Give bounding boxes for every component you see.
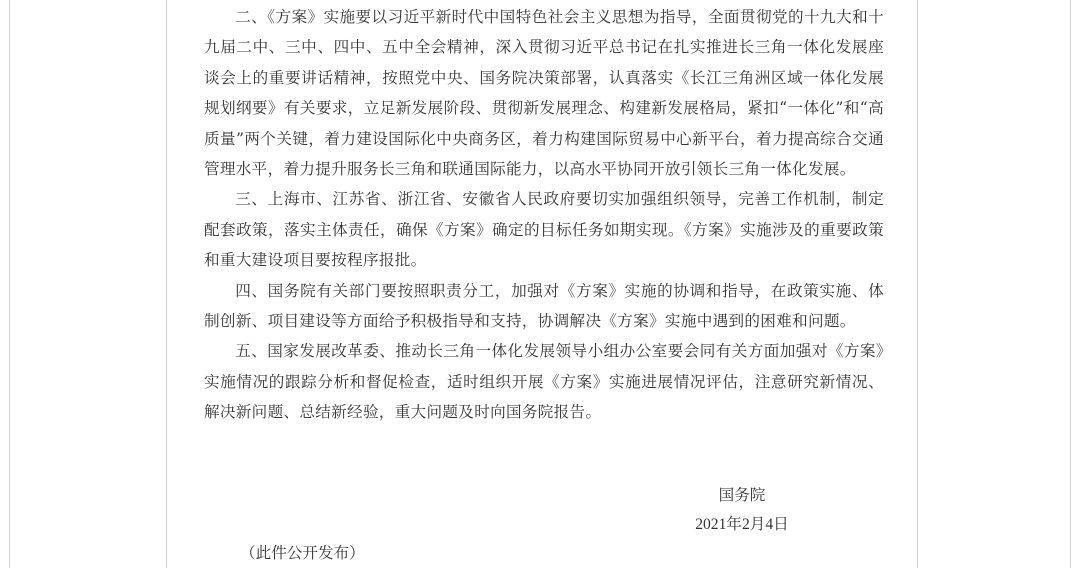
paragraph-4: 四、国务院有关部门要按照职责分工，加强对《方案》实施的协调和指导，在政策实施、体制创新、项目建设等方面给予积极指导和支持，协调解决《方案》实施中遇到的困难和问题。: [204, 281, 884, 331]
signature-organization: 国务院: [718, 486, 766, 504]
signature-date: 2021年2月4日: [695, 516, 789, 534]
paragraph-3: 三、上海市、江苏省、浙江省、安徽省人民政府要切实加强组织领导，完善工作机制，制定配套政策，落实主体责任，确保《方案》确定的目标任务如期实现。《方案》实施涉及的重要政策和重大建设项目要按程序报批。: [204, 190, 884, 270]
paragraph-2: 二、《方案》实施要以习近平新时代中国特色社会主义思想为指导，全面贯彻党的十九大和十九届二中、三中、四中、五中全会精神，深入贯彻习近平总书记在扎实推进长三角一体化发展座谈会上的重要讲话精神，按照党中央、国务院决策部署，认真落实《长江三角洲区域一体化发展规划纲要》有关要求，立足新发展阶段、贯彻新发展理念、构建新发展格局，紧扣“一体化”和“高质量”两个关键，着力建设国际化中央商务区，着力构建国际贸易中心新平台，着力提高综合交通管理水平，着力提升服务长三角和联通国际能力，以高水平协同开放引领长三角一体化发展。: [204, 8, 884, 179]
document-body: [204, 0, 884, 428]
publish-note: （此件公开发布）: [240, 544, 365, 562]
right-margin-line: [1070, 0, 1071, 568]
signature-block: [690, 480, 794, 541]
paragraph-5: 五、国家发展改革委、推动长三角一体化发展领导小组办公室要会同有关方面加强对《方案》实施情况的跟踪分析和督促检查，适时组织开展《方案》实施进展情况评估，注意研究新情况、解决新问题、总结新经验，重大问题及时向国务院报告。: [204, 342, 884, 422]
left-margin-line: [9, 0, 10, 568]
